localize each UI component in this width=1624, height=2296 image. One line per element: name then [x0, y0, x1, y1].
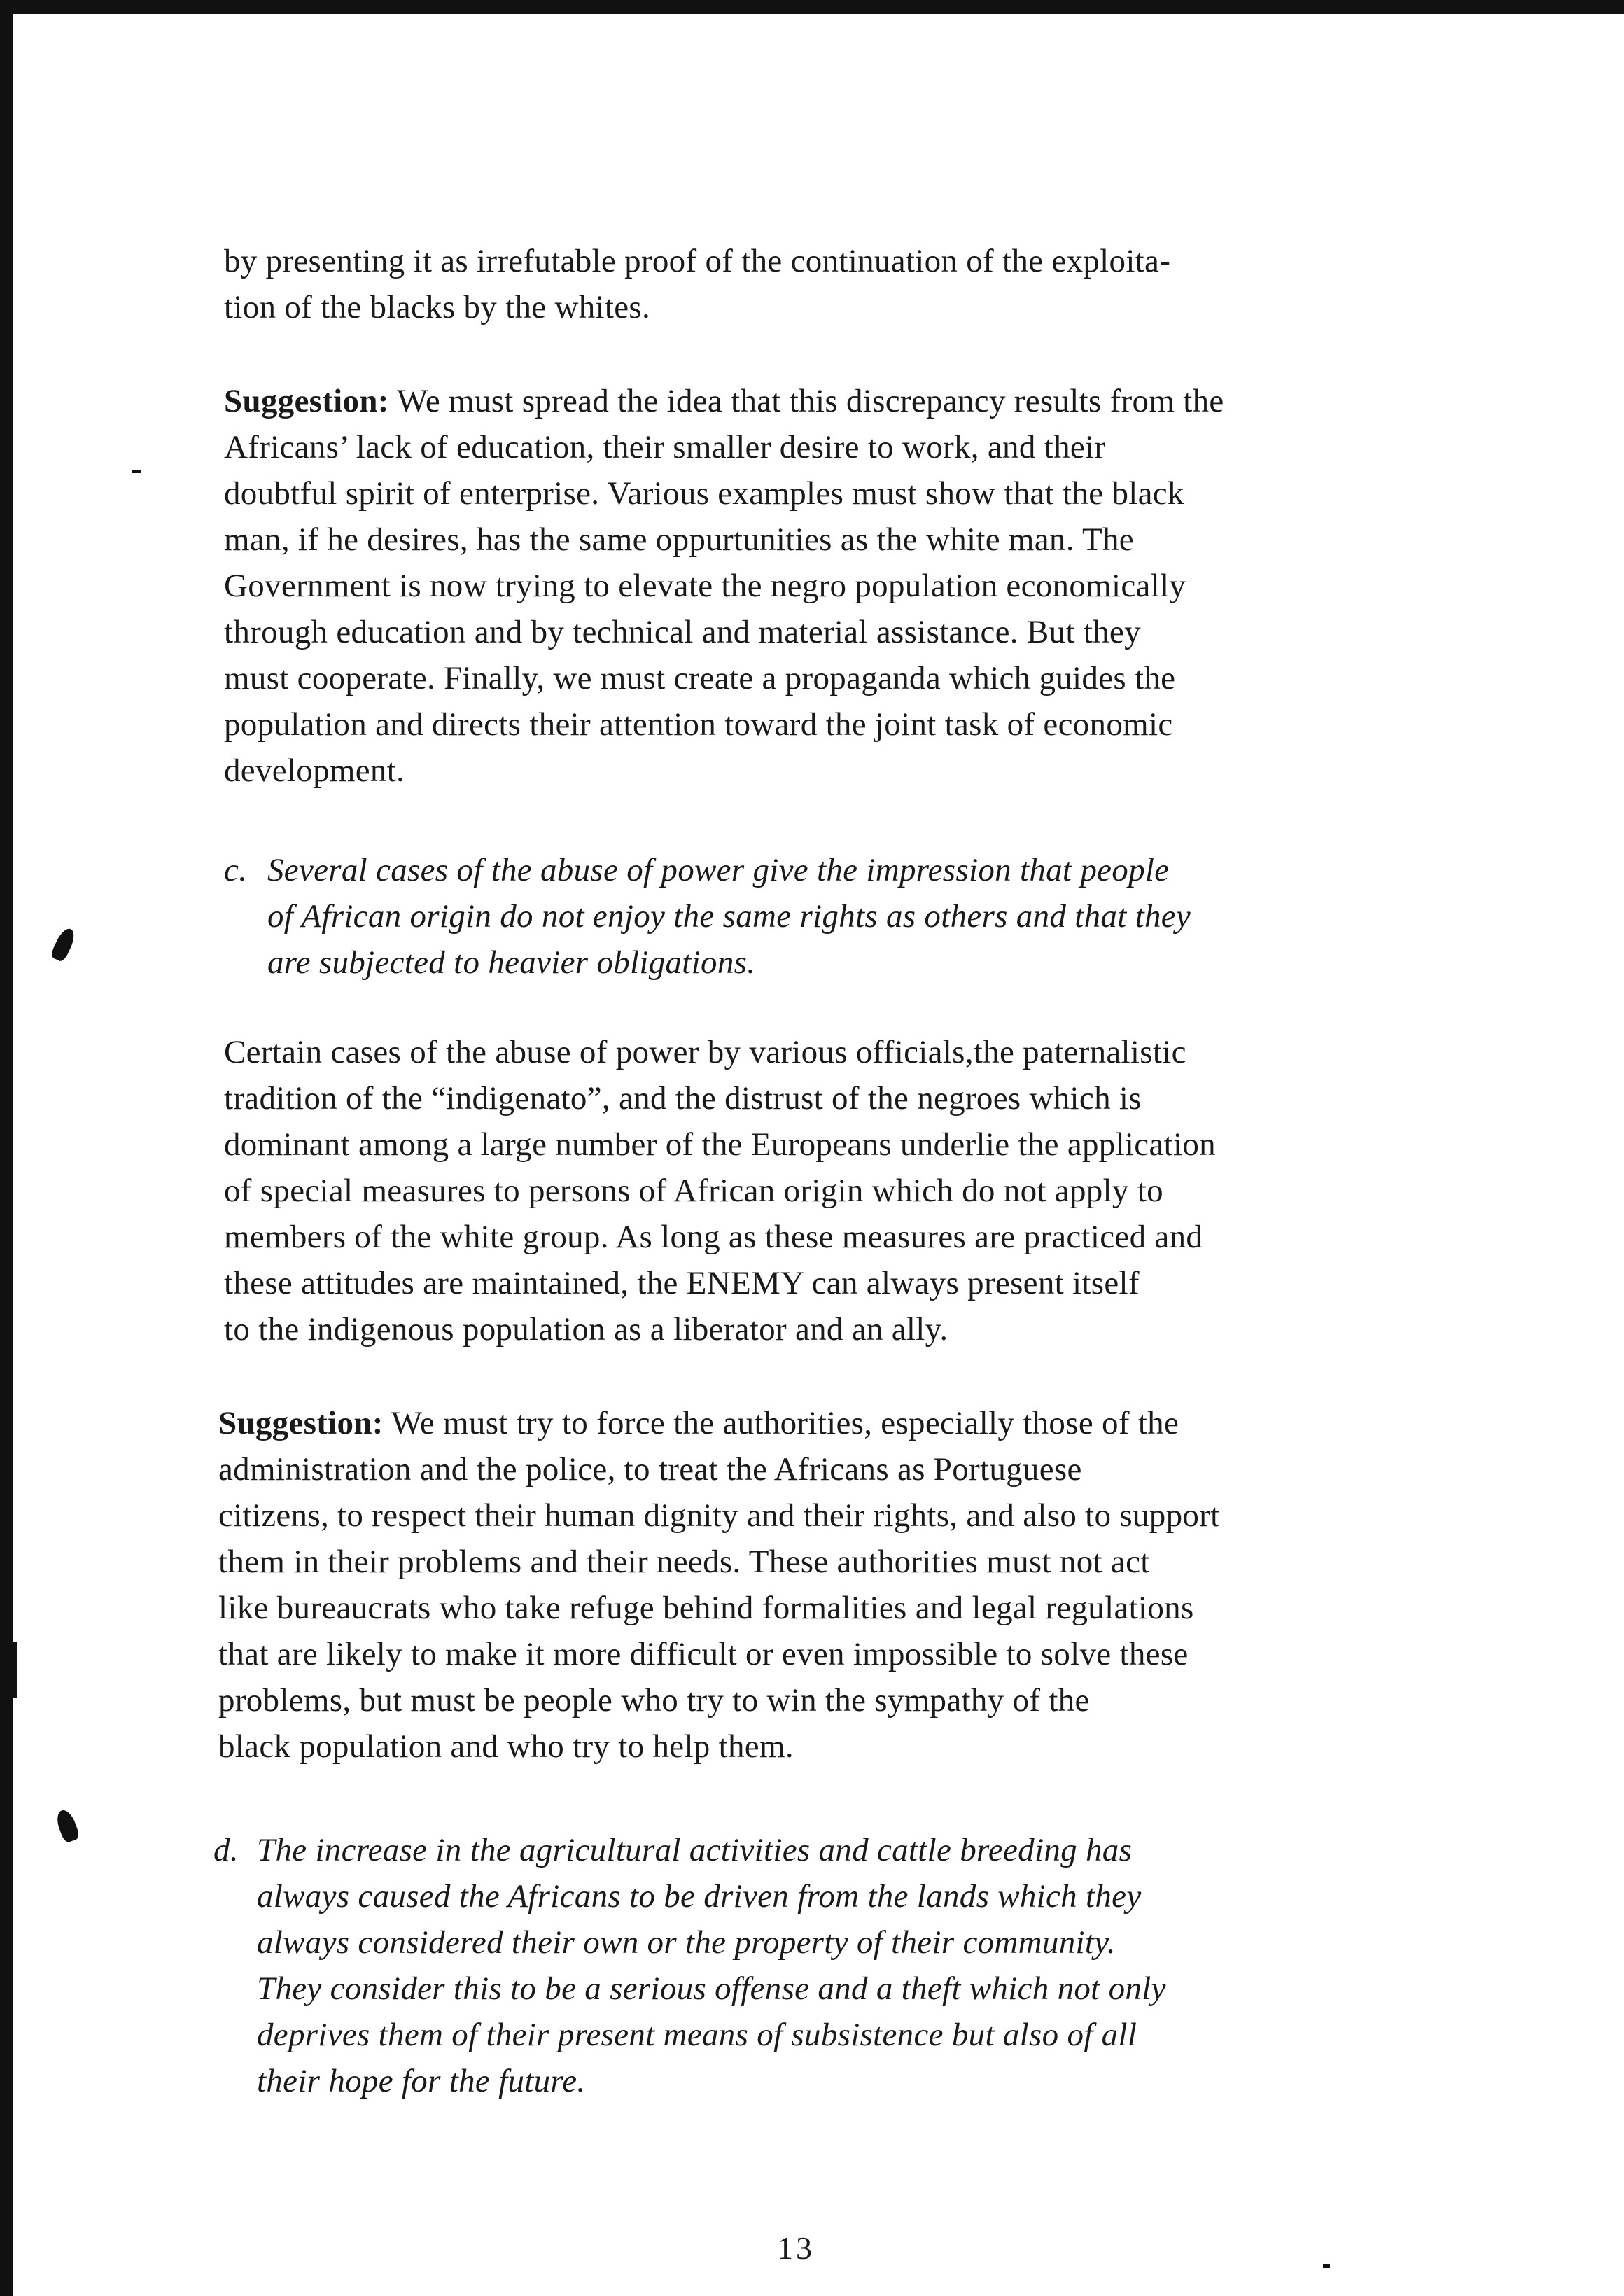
scan-border-left — [0, 0, 13, 2296]
text-line: must cooperate. Finally, we must create a propaganda which guides the — [224, 660, 1176, 696]
text-line: They consider this to be a serious offense and a theft which not only — [257, 1970, 1166, 2007]
text-line: of African origin do not enjoy the same rights as others and that they — [267, 898, 1191, 934]
page-number: 13 — [777, 2230, 815, 2266]
text-line: Several cases of the abuse of power give the impression that people — [267, 852, 1170, 888]
text-line: black population and who try to help them. — [218, 1728, 794, 1765]
suggestion-paragraph-2 — [218, 1400, 1422, 1770]
margin-mark — [132, 470, 141, 473]
text-line: problems, but must be people who try to win the sympathy of the — [218, 1682, 1090, 1718]
text-line: tion of the blacks by the whites. — [224, 289, 651, 326]
text-line: tradition of the “indigenato”, and the distrust of the negroes which is — [224, 1080, 1142, 1116]
text-line: that are likely to make it more difficult or even impossible to solve these — [218, 1636, 1189, 1672]
text-line: through education and by technical and material assistance. But they — [224, 614, 1141, 650]
text-line — [224, 378, 1428, 424]
intro-paragraph — [224, 238, 1428, 330]
text-line: always caused the Africans to be driven from the lands which they — [257, 1878, 1142, 1914]
margin-mark — [54, 1807, 80, 1843]
text-line: population and directs their attention toward the joint task of economic — [224, 706, 1173, 743]
text-line: of special measures to persons of African origin which do not apply to — [224, 1172, 1163, 1209]
item-body — [257, 1827, 1166, 2104]
text-line: like bureaucrats who take refuge behind formalities and legal regulations — [218, 1590, 1194, 1626]
item-letter: d. — [214, 1832, 239, 1868]
text-line-rest: We must spread the idea that this discrepancy results from the — [388, 383, 1224, 419]
text-line — [218, 1400, 1422, 1446]
text-line-rest: We must try to force the authorities, especially those of the — [383, 1405, 1180, 1441]
text-line: Africans’ lack of education, their smaller desire to work, and their — [224, 429, 1106, 465]
scan-border-top — [0, 0, 1624, 14]
text-line: doubtful spirit of enterprise. Various examples must show that the black — [224, 475, 1184, 512]
text-line: by presenting it as irrefutable proof of the continuation of the exploita- — [224, 243, 1171, 279]
text-line: Government is now trying to elevate the negro population economically — [224, 568, 1186, 604]
item-letter: c. — [224, 852, 248, 888]
text-line: man, if he desires, has the same oppurtunities as the white man. The — [224, 522, 1134, 558]
text-line: are subjected to heavier obligations. — [267, 944, 756, 981]
text-line: development. — [224, 752, 405, 789]
suggestion-label: Suggestion: — [218, 1405, 384, 1441]
text-line: Certain cases of the abuse of power by various officials,the paternalistic — [224, 1034, 1186, 1070]
item-c — [224, 847, 1428, 994]
text-line: The increase in the agricultural activities and cattle breeding has — [257, 1832, 1133, 1868]
item-body — [267, 847, 1191, 986]
text-line: deprives them of their present means of subsistence but also of all — [257, 2017, 1138, 2053]
text-line: their hope for the future. — [257, 2063, 586, 2099]
paragraph-c — [224, 1029, 1428, 1352]
suggestion-label: Suggestion: — [224, 383, 389, 419]
text-line: dominant among a large number of the Europeans underlie the application — [224, 1126, 1216, 1163]
text-line: citizens, to respect their human dignity and their rights, and also to support — [218, 1497, 1220, 1534]
text-line: administration and the police, to treat the Africans as Portuguese — [218, 1451, 1082, 1488]
margin-mark — [1323, 2264, 1330, 2268]
margin-mark — [50, 926, 78, 963]
text-line: to the indigenous population as a liberator and an ally. — [224, 1311, 948, 1348]
text-line: these attitudes are maintained, the ENEMY can always present itself — [224, 1265, 1140, 1301]
text-line: them in their problems and their needs. These authorities must not act — [218, 1544, 1150, 1580]
margin-mark — [13, 1642, 17, 1698]
item-d — [214, 1827, 1418, 2107]
text-line: members of the white group. As long as these measures are practiced and — [224, 1219, 1203, 1255]
suggestion-paragraph-1 — [224, 378, 1428, 794]
text-line: always considered their own or the property of their community. — [257, 1924, 1116, 1961]
